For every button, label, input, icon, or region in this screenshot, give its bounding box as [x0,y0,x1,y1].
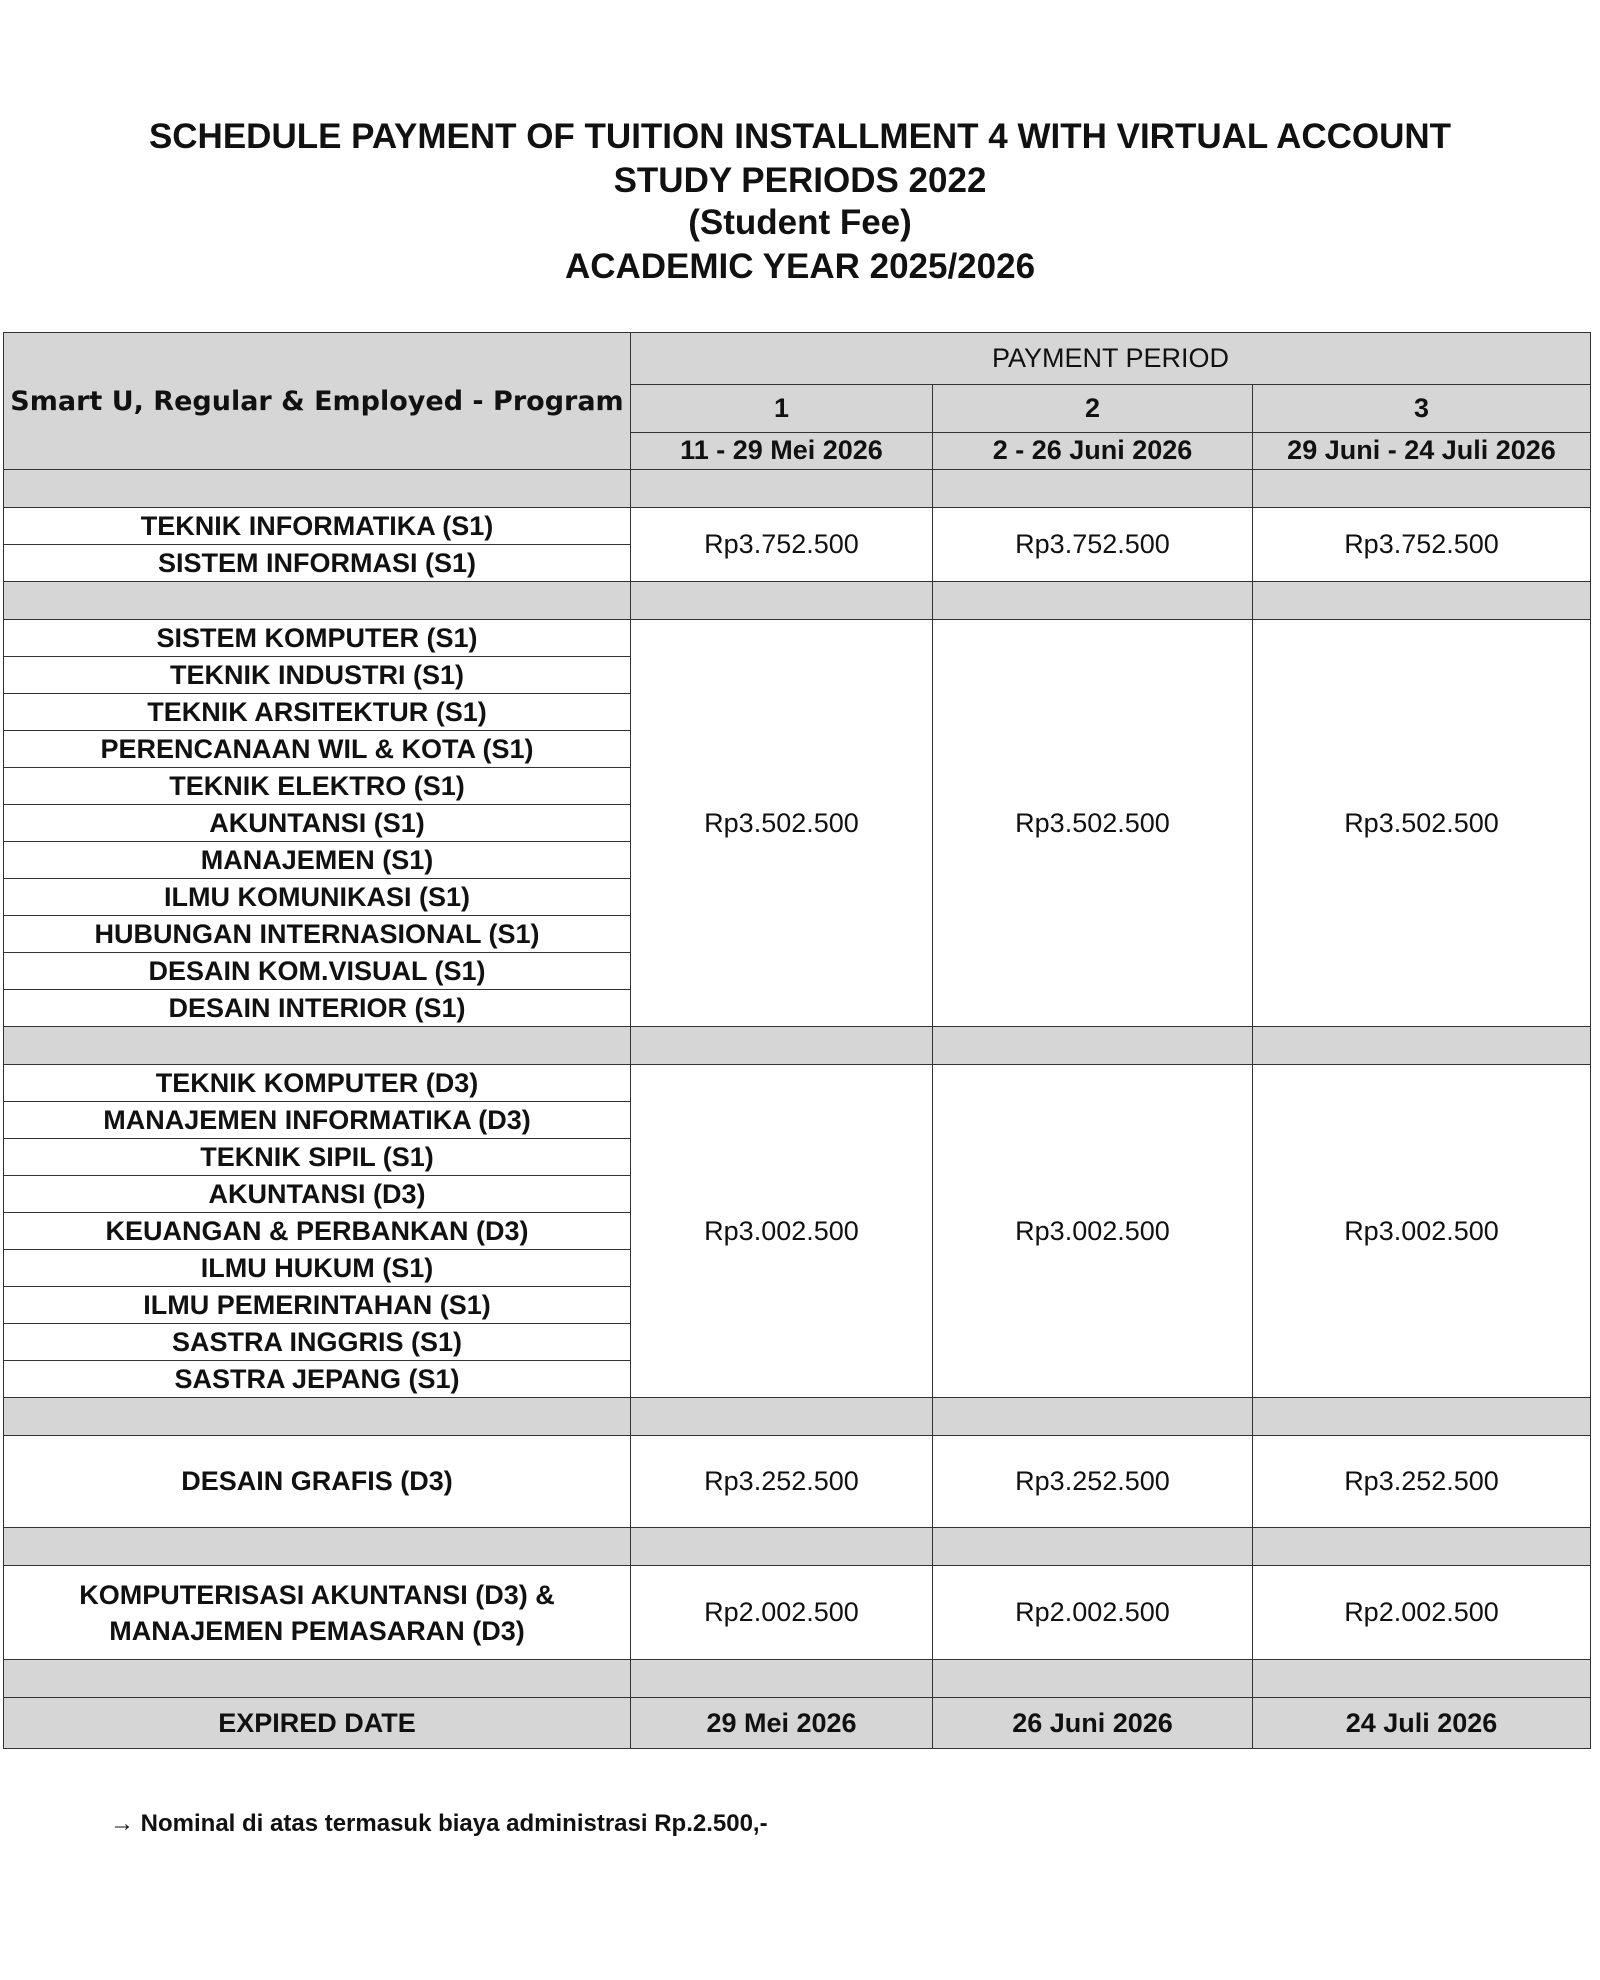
program-name: TEKNIK ELEKTRO (S1) [4,768,631,805]
program-name: SASTRA INGGRIS (S1) [4,1324,631,1361]
title-line-1: SCHEDULE PAYMENT OF TUITION INSTALLMENT 4 WITH VIRTUAL ACCOUNT [148,117,1452,156]
program-name: TEKNIK INDUSTRI (S1) [4,657,631,694]
document-title-block [0,115,1600,289]
expired-date: 26 Juni 2026 [933,1698,1253,1749]
program-name: PERENCANAAN WIL & KOTA (S1) [4,731,631,768]
fee-amount: Rp2.002.500 [631,1566,933,1660]
spacer-row [4,1398,1591,1436]
program-name: MANAJEMEN INFORMATIKA (D3) [4,1102,631,1139]
program-name: TEKNIK SIPIL (S1) [4,1139,631,1176]
program-name: ILMU KOMUNIKASI (S1) [4,879,631,916]
payment-period-header: PAYMENT PERIOD [631,333,1591,385]
spacer-row [4,470,1591,508]
program-name: KEUANGAN & PERBANKAN (D3) [4,1213,631,1250]
program-name: SISTEM INFORMASI (S1) [4,545,631,582]
program-column-header: Smart U, Regular & Employed - Program [4,333,631,470]
program-name: AKUNTANSI (S1) [4,805,631,842]
fee-amount: Rp2.002.500 [1253,1566,1591,1660]
fee-amount: Rp2.002.500 [933,1566,1253,1660]
program-name: TEKNIK KOMPUTER (D3) [4,1065,631,1102]
program-name: AKUNTANSI (D3) [4,1176,631,1213]
period-dates: 11 - 29 Mei 2026 [631,432,933,469]
payment-schedule-table [3,332,1591,1749]
program-name: ILMU HUKUM (S1) [4,1250,631,1287]
period-number: 1 [631,384,933,432]
program-name: HUBUNGAN INTERNASIONAL (S1) [4,916,631,953]
fee-amount: Rp3.002.500 [933,1065,1253,1398]
program-name: SISTEM KOMPUTER (S1) [4,620,631,657]
title-line-2: STUDY PERIODS 2022 [613,161,987,200]
fee-amount: Rp3.502.500 [933,620,1253,1027]
period-dates: 2 - 26 Juni 2026 [933,432,1253,469]
period-number: 2 [933,384,1253,432]
fee-amount: Rp3.752.500 [1253,508,1591,582]
expired-date-row [4,1698,1591,1749]
fee-amount: Rp3.002.500 [1253,1065,1591,1398]
title-line-3: (Student Fee) [688,203,912,242]
fee-amount: Rp3.502.500 [1253,620,1591,1027]
expired-date: 29 Mei 2026 [631,1698,933,1749]
spacer-row [4,582,1591,620]
fee-amount: Rp3.252.500 [631,1436,933,1528]
footnote: → Nominal di atas termasuk biaya administrasi Rp.2.500,- [110,1810,768,1837]
program-name: KOMPUTERISASI AKUNTANSI (D3) & [79,1579,555,1610]
fee-amount: Rp3.502.500 [631,620,933,1027]
title-line-4: ACADEMIC YEAR 2025/2026 [564,247,1036,286]
spacer-row [4,1528,1591,1566]
spacer-row [4,1027,1591,1065]
program-name-multiline [4,1566,631,1660]
fee-amount: Rp3.752.500 [631,508,933,582]
program-name: TEKNIK INFORMATIKA (S1) [4,508,631,545]
program-name: SASTRA JEPANG (S1) [4,1361,631,1398]
period-number: 3 [1253,384,1591,432]
fee-amount: Rp3.002.500 [631,1065,933,1398]
program-name: DESAIN KOM.VISUAL (S1) [4,953,631,990]
program-name: DESAIN GRAFIS (D3) [4,1436,631,1528]
fee-amount: Rp3.252.500 [933,1436,1253,1528]
program-name: DESAIN INTERIOR (S1) [4,990,631,1027]
spacer-row [4,1660,1591,1698]
program-name: MANAJEMEN PEMASARAN (D3) [109,1615,525,1646]
expired-date: 24 Juli 2026 [1253,1698,1591,1749]
fee-amount: Rp3.752.500 [933,508,1253,582]
fee-amount: Rp3.252.500 [1253,1436,1591,1528]
program-name: ILMU PEMERINTAHAN (S1) [4,1287,631,1324]
period-dates: 29 Juni - 24 Juli 2026 [1253,432,1591,469]
program-name: TEKNIK ARSITEKTUR (S1) [4,694,631,731]
program-name: MANAJEMEN (S1) [4,842,631,879]
expired-date-label: EXPIRED DATE [4,1698,631,1749]
